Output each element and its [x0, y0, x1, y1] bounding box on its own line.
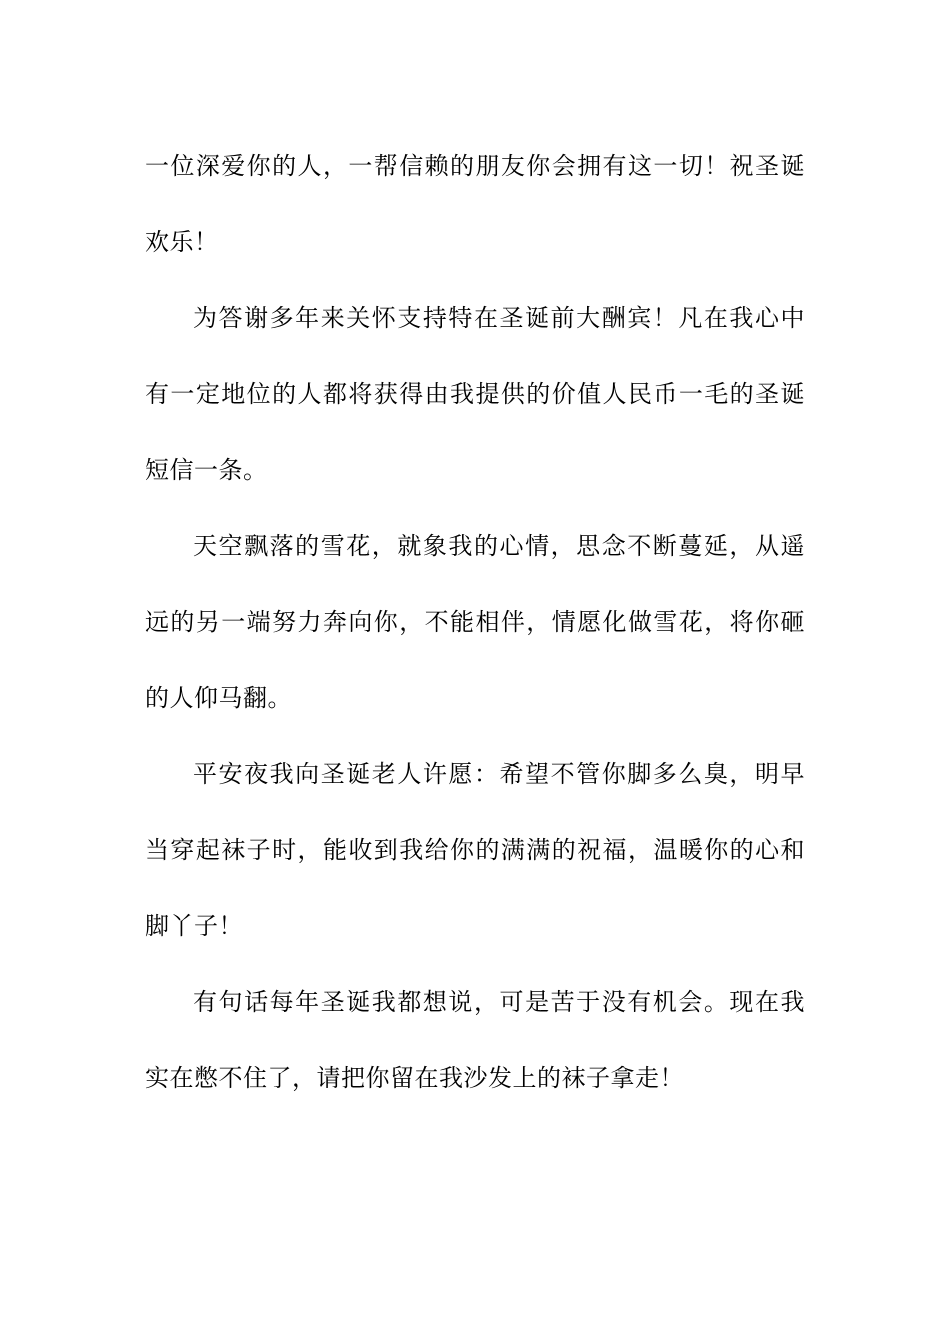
paragraph-3: 天空飘落的雪花，就象我的心情，思念不断蔓延，从遥远的另一端努力奔向你，不能相伴，情愿化做雪花，将你砸的人仰马翻。: [145, 532, 805, 712]
document-body: [145, 128, 805, 1116]
paragraph-5: 有句话每年圣诞我都想说，可是苦于没有机会。现在我实在憋不住了，请把你留在我沙发上的袜子拿走！: [145, 988, 805, 1092]
paragraph-1: 一位深爱你的人，一帮信赖的朋友你会拥有这一切！祝圣诞欢乐！: [145, 152, 805, 256]
paragraph-4: 平安夜我向圣诞老人许愿：希望不管你脚多么臭，明早当穿起袜子时，能收到我给你的满满的祝福，温暖你的心和脚丫子！: [145, 760, 805, 940]
paragraph-2: 为答谢多年来关怀支持特在圣诞前大酬宾！凡在我心中有一定地位的人都将获得由我提供的价值人民币一毛的圣诞短信一条。: [145, 304, 805, 484]
